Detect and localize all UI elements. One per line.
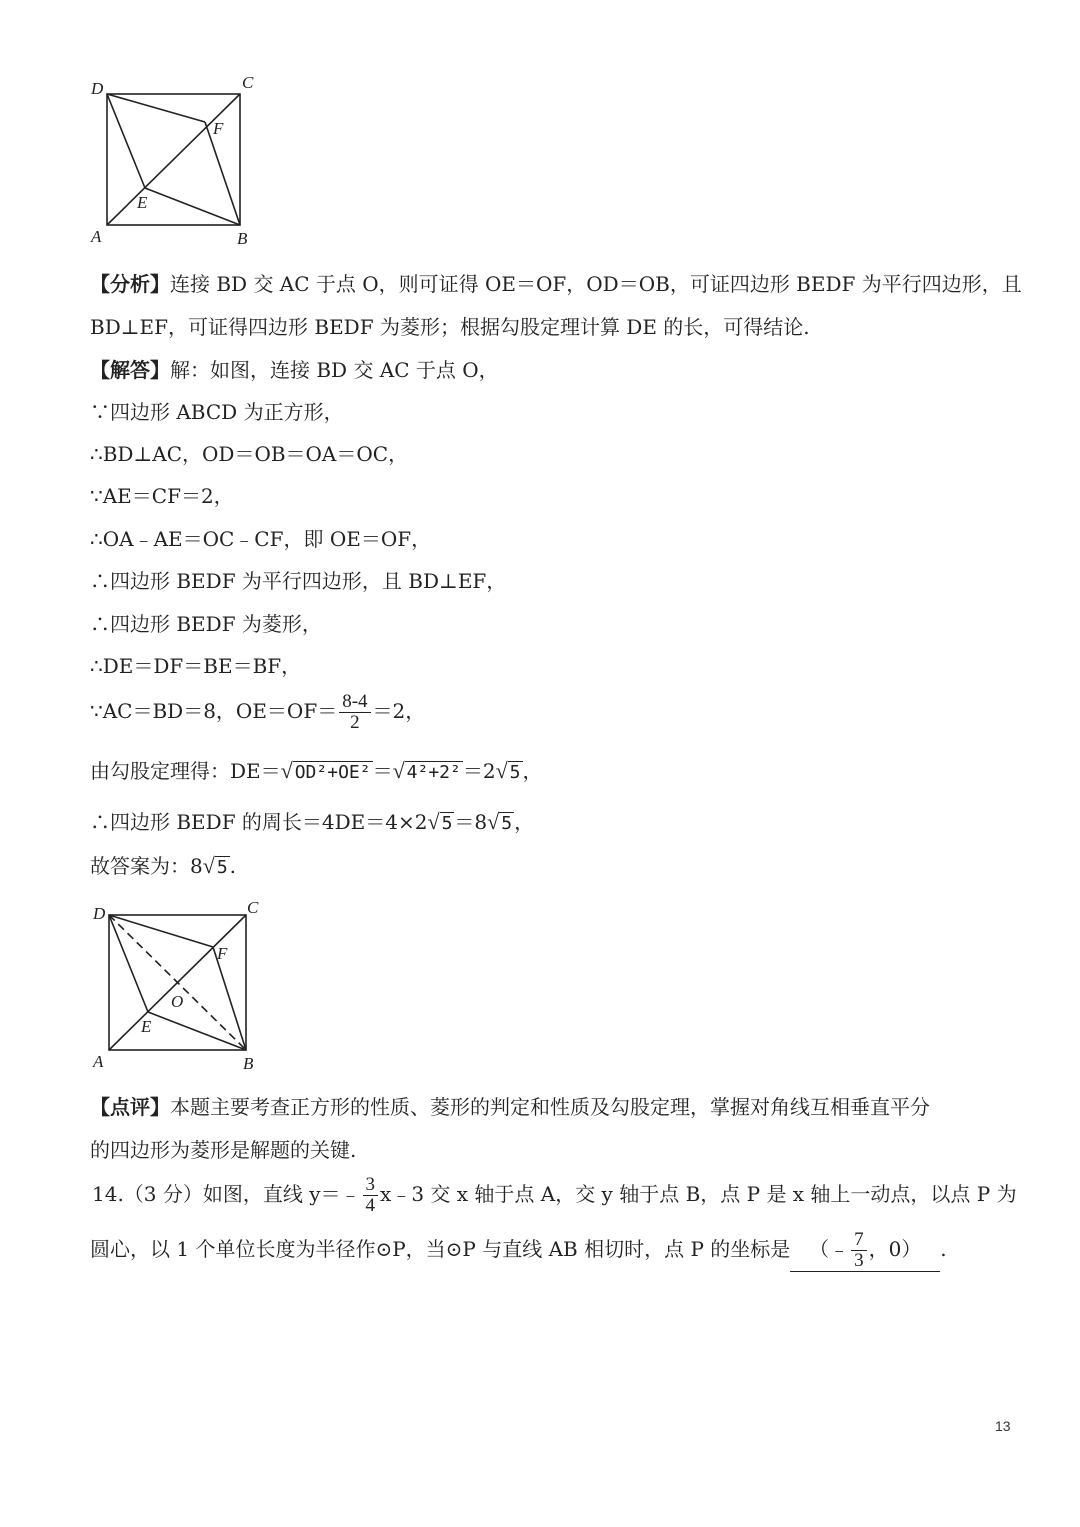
question-14-line-1 bbox=[92, 1175, 1017, 1216]
solution-line-3: ∴BD⊥AC，OD＝OB＝OA＝OC， bbox=[90, 442, 409, 466]
solution-text-12: 故答案为：8 bbox=[90, 854, 203, 878]
answer-fraction bbox=[851, 1230, 867, 1271]
q14-rest: x﹣3 交 x 轴于点 A，交 y 轴于点 B，点 P 是 x 轴上一动点，以点 P 为 bbox=[380, 1182, 1017, 1206]
fraction-num: 7 bbox=[851, 1230, 867, 1251]
label-B: B bbox=[243, 1054, 254, 1073]
solution-line-4: ∵AE＝CF＝2， bbox=[90, 484, 234, 508]
fraction-num: 3 bbox=[363, 1175, 379, 1196]
analysis-text-1: 连接 BD 交 AC 于点 O，则可证得 OE＝OF，OD＝OB，可证四边形 BEDF 为平行四边形，且 bbox=[170, 272, 1022, 296]
solution-text-1: 解：如图，连接 BD 交 AC 于点 O， bbox=[170, 358, 499, 382]
solution-line-12 bbox=[90, 852, 236, 882]
solution-line-1 bbox=[90, 356, 499, 384]
label-O: O bbox=[171, 992, 184, 1011]
label-E: E bbox=[137, 193, 148, 212]
radicand-2: 4²+2² bbox=[406, 762, 461, 783]
q14-end: . bbox=[940, 1237, 947, 1261]
answer-post: ，0） bbox=[868, 1237, 922, 1261]
comment-line-1 bbox=[90, 1093, 930, 1121]
radicand-1: OD²+OE² bbox=[294, 762, 371, 783]
solution-line-8: ∴DE＝DF＝BE＝BF， bbox=[90, 654, 302, 678]
solution-line-2: ∵四边形 ABCD 为正方形， bbox=[90, 400, 344, 424]
q14-prefix: 14.（3 分）如图，直线 y＝﹣ bbox=[92, 1182, 361, 1206]
sqrt-symbol: √ bbox=[495, 758, 508, 783]
tail: ， bbox=[522, 759, 543, 783]
label-A: A bbox=[93, 1052, 104, 1071]
sqrt-symbol: √ bbox=[427, 809, 440, 834]
sqrt-symbol: √ bbox=[392, 758, 405, 783]
label-D: D bbox=[93, 904, 106, 923]
solution-line-5: ∴OA﹣AE＝OC﹣CF，即 OE＝OF， bbox=[90, 527, 432, 551]
analysis-text-2: BD⊥EF，可证得四边形 BEDF 为菱形；根据勾股定理计算 DE 的长，可得结论. bbox=[90, 315, 810, 339]
solution-tag: 【解答】 bbox=[90, 358, 170, 382]
mid: ＝8 bbox=[454, 810, 488, 834]
label-B: B bbox=[237, 229, 248, 248]
answer-blank bbox=[790, 1230, 940, 1272]
comment-text-1: 本题主要考查正方形的性质、菱形的判定和性质及勾股定理，掌握对角线互相垂直平分 bbox=[170, 1095, 930, 1119]
solution-line-11 bbox=[90, 808, 534, 838]
sqrt-symbol: √ bbox=[280, 758, 293, 783]
solution-line-10 bbox=[90, 757, 543, 787]
label-F: F bbox=[213, 119, 224, 138]
solution-text-9-end: ＝2， bbox=[372, 699, 426, 723]
analysis-line-1 bbox=[90, 270, 1022, 298]
comment-line-2: 的四边形为菱形是解题的关键. bbox=[90, 1138, 357, 1162]
figure-square-2 bbox=[85, 895, 275, 1080]
fraction-den: 4 bbox=[365, 1195, 376, 1216]
label-D: D bbox=[91, 79, 104, 98]
coef: ＝2 bbox=[462, 759, 496, 783]
figure-square-1 bbox=[85, 72, 265, 252]
answer-pre: （﹣ bbox=[809, 1237, 850, 1261]
comment-tag: 【点评】 bbox=[90, 1095, 170, 1119]
label-F: F bbox=[217, 944, 228, 963]
q14-line2: 圆心，以 1 个单位长度为半径作⊙P，当⊙P 与直线 AB 相切时，点 P 的坐标是 bbox=[90, 1237, 791, 1261]
fraction-slope bbox=[363, 1175, 379, 1216]
solution-text-9: ∵AC＝BD＝8，OE＝OF＝ bbox=[90, 699, 338, 723]
end: . bbox=[229, 854, 237, 878]
fraction-num: 8-4 bbox=[339, 692, 370, 713]
fraction-oe bbox=[339, 692, 370, 733]
solution-text-10: 由勾股定理得：DE＝ bbox=[90, 759, 281, 783]
radicand-3: 5 bbox=[509, 762, 521, 783]
sqrt-symbol: √ bbox=[202, 853, 215, 878]
label-C: C bbox=[247, 898, 259, 917]
fraction-den: 2 bbox=[350, 712, 360, 733]
solution-line-6: ∴四边形 BEDF 为平行四边形，且 BD⊥EF， bbox=[90, 569, 507, 593]
equals: ＝ bbox=[372, 759, 393, 783]
radicand: 5 bbox=[501, 813, 513, 834]
fraction-den: 3 bbox=[854, 1250, 864, 1271]
analysis-line-2 bbox=[90, 313, 810, 341]
analysis-tag: 【分析】 bbox=[90, 272, 170, 296]
end: ， bbox=[514, 810, 535, 834]
label-A: A bbox=[91, 227, 102, 246]
page-number: 13 bbox=[995, 1418, 1011, 1434]
solution-text-11: ∴四边形 BEDF 的周长＝4DE＝4×2 bbox=[90, 810, 428, 834]
sqrt-symbol: √ bbox=[487, 809, 500, 834]
solution-line-9 bbox=[90, 692, 425, 733]
radicand: 5 bbox=[441, 813, 453, 834]
label-E: E bbox=[141, 1017, 152, 1036]
radicand: 5 bbox=[216, 857, 228, 878]
solution-line-7: ∴四边形 BEDF 为菱形， bbox=[90, 612, 322, 636]
question-14-line-2 bbox=[90, 1230, 947, 1272]
label-C: C bbox=[242, 73, 254, 92]
